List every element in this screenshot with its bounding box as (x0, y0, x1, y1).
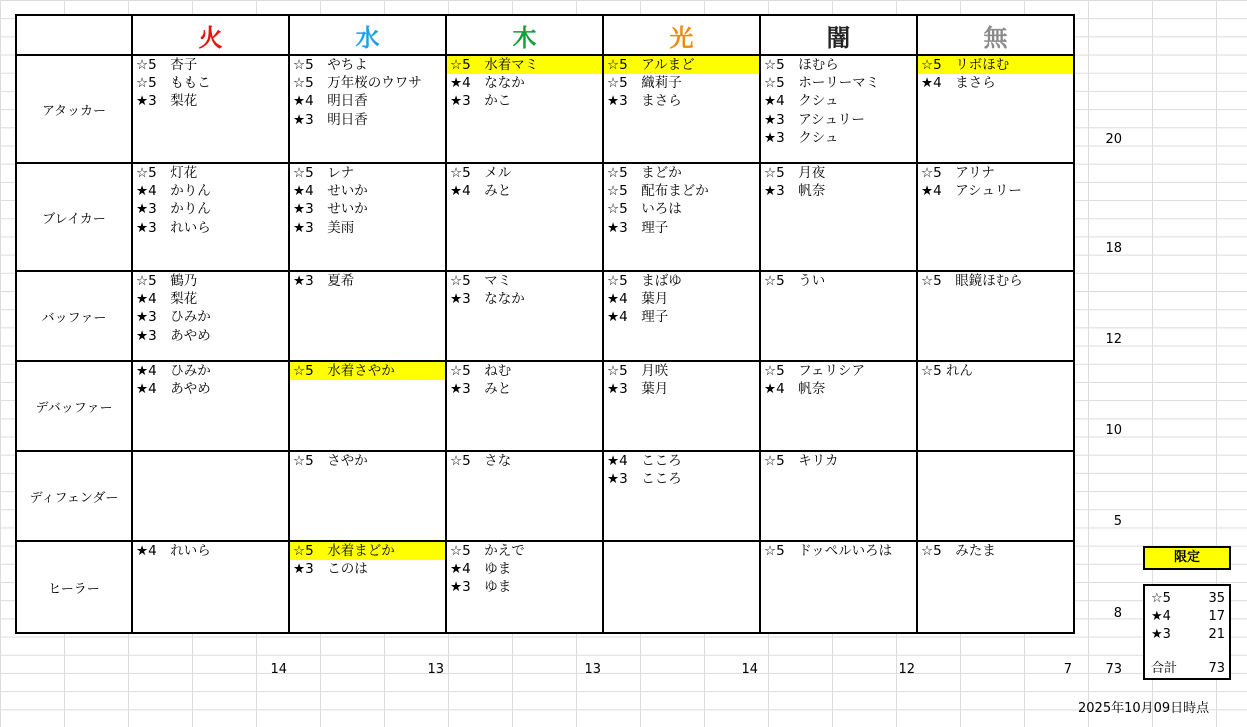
character-cell[interactable] (132, 541, 289, 633)
character-entry: ☆5 まどか (607, 165, 682, 181)
role-label[interactable]: ブレイカー (16, 163, 132, 271)
character-cell[interactable] (917, 55, 1074, 163)
character-entry: ★4 ななか (450, 75, 525, 92)
character-cell[interactable] (917, 163, 1074, 271)
character-cell[interactable] (760, 361, 917, 451)
character-entry: ☆5 さやか (293, 453, 368, 469)
character-table (15, 14, 1075, 634)
character-entry: ☆5 さな (450, 453, 512, 469)
character-cell[interactable] (760, 163, 917, 271)
header-light[interactable]: 光 (603, 15, 760, 55)
character-entry: ★3 明日香 (293, 111, 368, 128)
corner-cell[interactable] (16, 15, 132, 55)
tally-row-star4[interactable] (1151, 608, 1225, 626)
character-entry: ★3 あやめ (136, 327, 211, 344)
character-entry: ★4 葉月 (607, 291, 669, 308)
character-entry: ★4 まさら (921, 75, 996, 92)
character-cell[interactable] (289, 163, 446, 271)
character-cell[interactable] (603, 271, 760, 361)
character-entry: ★3 こころ (607, 471, 682, 488)
character-entry: ☆5 まばゆ (607, 273, 682, 289)
character-cell[interactable] (446, 271, 603, 361)
character-entry: ★4 理子 (607, 309, 669, 326)
character-entry: ★3 みと (450, 381, 512, 398)
character-cell[interactable] (917, 451, 1074, 541)
header-void[interactable]: 無 (917, 15, 1074, 55)
character-cell[interactable] (446, 361, 603, 451)
character-entry: ☆5 織莉子 (607, 75, 682, 92)
character-cell[interactable] (446, 541, 603, 633)
character-entry: ☆5 月咲 (607, 363, 669, 379)
character-entry: ☆5 みたま (921, 543, 996, 559)
character-entry: ☆5 水着マミ (447, 56, 602, 74)
header-wood[interactable]: 木 (446, 15, 603, 55)
character-entry: ★3 せいか (293, 201, 368, 218)
role-row (16, 271, 1074, 361)
character-entry: ☆5 キリカ (764, 453, 839, 469)
column-total[interactable]: 14 (741, 662, 758, 677)
role-row (16, 163, 1074, 271)
character-entry: ☆5 ねむ (450, 363, 512, 379)
role-row (16, 541, 1074, 633)
character-entry: ★4 梨花 (136, 291, 198, 308)
character-entry: ★3 夏希 (293, 273, 355, 289)
character-entry: ★4 れいら (136, 543, 211, 559)
character-entry: ★4 ひみか (136, 363, 211, 379)
character-entry: ★4 せいか (293, 183, 368, 200)
character-entry: ☆5 レナ (293, 165, 355, 181)
character-entry: ☆5 鶴乃 (136, 273, 198, 289)
character-cell[interactable] (289, 541, 446, 633)
character-cell[interactable] (132, 451, 289, 541)
character-cell[interactable] (289, 271, 446, 361)
character-entry: ★4 アシュリー (921, 183, 1022, 200)
character-entry: ★4 あやめ (136, 381, 211, 398)
tally-row-star3[interactable] (1151, 626, 1225, 644)
character-entry: ☆5 かえで (450, 543, 525, 559)
character-cell[interactable] (132, 55, 289, 163)
column-total[interactable]: 7 (1063, 662, 1072, 677)
character-entry: ★3 理子 (607, 219, 669, 236)
character-entry: ☆5 水着まどか (290, 542, 445, 560)
character-cell[interactable] (760, 541, 917, 633)
character-entry: ★4 帆奈 (764, 381, 826, 398)
character-entry: ☆5 万年桜のウワサ (293, 75, 422, 92)
role-label[interactable]: バッファー (16, 271, 132, 361)
character-entry: ☆5 リボほむ (918, 56, 1073, 74)
role-label[interactable]: アタッカー (16, 55, 132, 163)
header-water[interactable]: 水 (289, 15, 446, 55)
character-cell[interactable] (760, 451, 917, 541)
tally-total-value: 73 (1208, 661, 1225, 676)
character-cell[interactable] (446, 55, 603, 163)
tally-box (1143, 584, 1231, 680)
character-entry: ☆5 メル (450, 165, 512, 181)
column-total[interactable]: 13 (427, 662, 444, 677)
character-entry: ☆5 いろは (607, 201, 682, 218)
tally-row-star5[interactable] (1151, 590, 1225, 608)
character-cell[interactable] (760, 55, 917, 163)
row-count[interactable]: 12 (1105, 332, 1122, 347)
role-row (16, 55, 1074, 163)
column-total[interactable]: 14 (270, 662, 287, 677)
row-count[interactable]: 8 (1113, 606, 1122, 621)
role-label[interactable]: ディフェンダー (16, 451, 132, 541)
tally-label: ★4 (1151, 609, 1171, 624)
character-entry: ★3 美雨 (293, 219, 355, 236)
tally-label: ★3 (1151, 627, 1171, 642)
character-entry: ★3 クシュ (764, 129, 839, 146)
character-cell[interactable] (132, 163, 289, 271)
limited-label[interactable]: 限定 (1143, 546, 1231, 570)
character-entry: ★4 みと (450, 183, 512, 200)
character-entry: ☆5 やちよ (293, 57, 368, 73)
character-entry: ☆5 眼鏡ほむら (921, 273, 1023, 289)
character-entry: ★3 このは (293, 561, 368, 578)
grand-total[interactable]: 73 (1105, 662, 1122, 677)
character-entry: ☆5 れん (921, 363, 973, 379)
character-entry: ☆5 月夜 (764, 165, 826, 181)
character-entry: ☆5 灯花 (136, 165, 198, 181)
character-entry: ☆5 フェリシア (764, 363, 866, 379)
character-cell[interactable] (289, 361, 446, 451)
character-cell[interactable] (917, 271, 1074, 361)
tally-label: ☆5 (1151, 591, 1171, 606)
character-entry: ★4 クシュ (764, 93, 839, 110)
header-fire[interactable]: 火 (132, 15, 289, 55)
row-count[interactable]: 10 (1105, 423, 1122, 438)
tally-value: 35 (1208, 591, 1225, 606)
character-cell[interactable] (603, 541, 760, 633)
character-entry: ★3 まさら (607, 93, 682, 110)
character-entry: ☆5 杏子 (136, 57, 198, 73)
column-total[interactable]: 13 (584, 662, 601, 677)
as-of-date[interactable]: 2025年10月09日時点 (1078, 701, 1210, 716)
character-cell[interactable] (446, 451, 603, 541)
character-entry: ★3 葉月 (607, 381, 669, 398)
character-cell[interactable] (760, 271, 917, 361)
character-cell[interactable] (917, 541, 1074, 633)
character-entry: ★3 ゆま (450, 579, 512, 596)
row-count[interactable]: 5 (1113, 514, 1122, 529)
character-entry: ☆5 ホーリーマミ (764, 75, 880, 92)
character-cell[interactable] (132, 271, 289, 361)
header-dark[interactable]: 闇 (760, 15, 917, 55)
character-cell[interactable] (289, 451, 446, 541)
character-cell[interactable] (603, 163, 760, 271)
character-entry: ☆5 ももこ (136, 75, 211, 92)
role-row (16, 361, 1074, 451)
row-count[interactable]: 18 (1105, 241, 1122, 256)
character-entry: ☆5 マミ (450, 273, 512, 289)
character-entry: ★3 かこ (450, 93, 512, 110)
column-total[interactable]: 12 (898, 662, 915, 677)
character-entry: ☆5 うい (764, 273, 826, 289)
character-cell[interactable] (917, 361, 1074, 451)
row-count[interactable]: 20 (1105, 132, 1122, 147)
character-entry: ☆5 水着さやか (290, 362, 445, 380)
character-entry: ★4 明日香 (293, 93, 368, 110)
header-row (16, 15, 1074, 55)
character-entry: ☆5 ドッペルいろは (764, 543, 893, 559)
character-entry: ☆5 アリナ (921, 165, 995, 181)
character-cell[interactable] (446, 163, 603, 271)
tally-row-total[interactable] (1151, 660, 1225, 678)
character-entry: ★3 帆奈 (764, 183, 826, 200)
character-entry: ★4 こころ (607, 453, 682, 469)
tally-total-label: 合計 (1151, 661, 1178, 676)
role-label[interactable]: ヒーラー (16, 541, 132, 633)
character-cell[interactable] (132, 361, 289, 451)
character-entry: ★3 れいら (136, 219, 211, 236)
tally-value: 17 (1208, 609, 1225, 624)
character-entry: ☆5 ほむら (764, 57, 839, 73)
character-cell[interactable] (603, 361, 760, 451)
character-cell[interactable] (603, 55, 760, 163)
character-cell[interactable] (289, 55, 446, 163)
character-entry: ☆5 配布まどか (607, 183, 709, 200)
character-entry: ★3 かりん (136, 201, 211, 218)
character-entry: ★4 ゆま (450, 561, 512, 578)
character-entry: ★3 梨花 (136, 93, 198, 110)
character-entry: ★4 かりん (136, 183, 211, 200)
role-row (16, 451, 1074, 541)
character-entry: ☆5 アルまど (604, 56, 759, 74)
character-entry: ★3 ひみか (136, 309, 211, 326)
role-label[interactable]: デバッファー (16, 361, 132, 451)
character-entry: ★3 ななか (450, 291, 525, 308)
tally-value: 21 (1208, 627, 1225, 642)
character-cell[interactable] (603, 451, 760, 541)
character-entry: ★3 アシュリー (764, 111, 865, 128)
